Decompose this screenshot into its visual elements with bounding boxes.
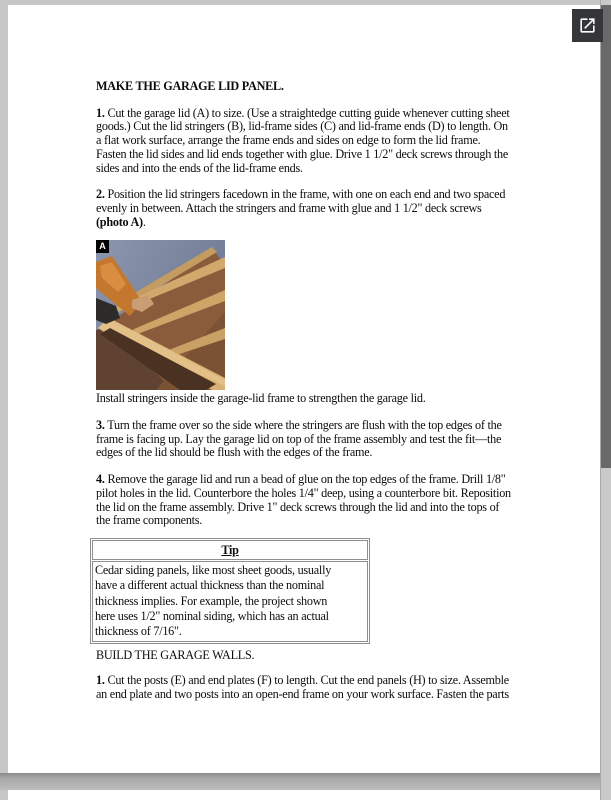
photo-a — [96, 240, 225, 390]
text-run: Remove the garage lid and run a bead of glue on the top edges of the frame. Drill 1/8" — [104, 472, 506, 487]
text-line: Cedar siding panels, like most sheet goods, usually — [95, 562, 332, 577]
text-line: an end plate and two posts into an open-end frame on your work surface. Fasten the parts — [96, 686, 509, 701]
paragraph-3 — [96, 419, 540, 460]
text-run: Cut the posts (E) and end plates (F) to length. Cut the end panels (H) to size. Assemble — [104, 673, 509, 688]
step-number: 1. — [96, 673, 105, 688]
text-line: thickness of 7/16". — [95, 624, 182, 639]
step-number: 1. — [96, 105, 105, 120]
paragraph-1 — [96, 107, 540, 176]
page-content — [96, 80, 540, 702]
text-line: thickness implies. For example, the project shown — [95, 593, 328, 608]
text-run: Cut the garage lid (A) to size. (Use a straightedge cutting guide whenever cutting sheet — [104, 105, 510, 120]
tip-box — [90, 538, 370, 644]
tip-box-header — [92, 540, 368, 560]
photo-caption: Install stringers inside the garage-lid frame to strengthen the garage lid. — [96, 391, 426, 406]
text-line: the lid on the frame assembly. Drive 1" deck screws through the lid and into the tops of — [96, 499, 500, 514]
tip-title: Tip — [221, 542, 239, 557]
photo-a-image — [96, 240, 225, 390]
text-line: a flat work surface, arrange the frame ends and sides on edge to form the lid frame. — [96, 133, 481, 148]
text-line: here uses 1/2" nominal siding, which has an actual — [95, 608, 329, 623]
text-line — [96, 674, 540, 688]
text-run: Turn the frame over so the side where the stringers are flush with the top edges of the — [104, 418, 502, 433]
document-page — [8, 5, 601, 773]
step-number: 3. — [96, 418, 105, 433]
text-line — [96, 419, 540, 433]
tip-box-body — [92, 561, 368, 642]
text-line — [96, 188, 540, 202]
photo-reference: (photo A) — [96, 214, 143, 229]
section-heading-1: MAKE THE GARAGE LID PANEL. — [96, 79, 284, 93]
text-run: Position the lid stringers facedown in the frame, with one on each end and two spaced — [104, 187, 506, 202]
text-line — [96, 107, 540, 121]
text-line: sides and into the ends of the lid-frame ends. — [96, 160, 303, 175]
text-line: evenly in between. Attach the stringers and frame with glue and 1 1/2" deck screws — [96, 200, 482, 215]
text-line: pilot holes in the lid. Counterbore the holes 1/4" deep, using a counterbore bit. Reposition — [96, 485, 511, 500]
paragraph-2 — [96, 188, 540, 229]
step-number: 2. — [96, 187, 105, 202]
text-line — [96, 473, 540, 487]
text-line: have a different actual thickness than the nominal — [95, 578, 325, 593]
section-heading-2: BUILD THE GARAGE WALLS. — [96, 648, 255, 663]
scrollbar-thumb[interactable] — [601, 5, 611, 468]
text-line — [96, 216, 540, 230]
text-line: frame is facing up. Lay the garage lid on top of the frame assembly and test the fit—the — [96, 431, 502, 446]
text-line: Fasten the lid sides and lid ends together with glue. Drive 1 1/2" deck screws through the — [96, 146, 508, 161]
photo-label-a: A — [96, 240, 109, 253]
page-gap-band — [0, 773, 601, 790]
text-line: edges of the lid should be flush with the edges of the frame. — [96, 445, 373, 460]
paragraph-4 — [96, 473, 540, 528]
open-in-new-icon — [578, 16, 597, 35]
text-line: the frame components. — [96, 513, 203, 528]
next-page-top-edge — [8, 790, 601, 800]
open-in-new-button[interactable] — [572, 9, 603, 42]
text-run: . — [142, 214, 146, 229]
step-number: 4. — [96, 472, 105, 487]
text-line: goods.) Cut the lid stringers (B), lid-frame sides (C) and lid-frame ends (D) to length. On — [96, 119, 508, 134]
paragraph-5 — [96, 674, 540, 701]
vertical-scrollbar[interactable] — [600, 0, 611, 800]
